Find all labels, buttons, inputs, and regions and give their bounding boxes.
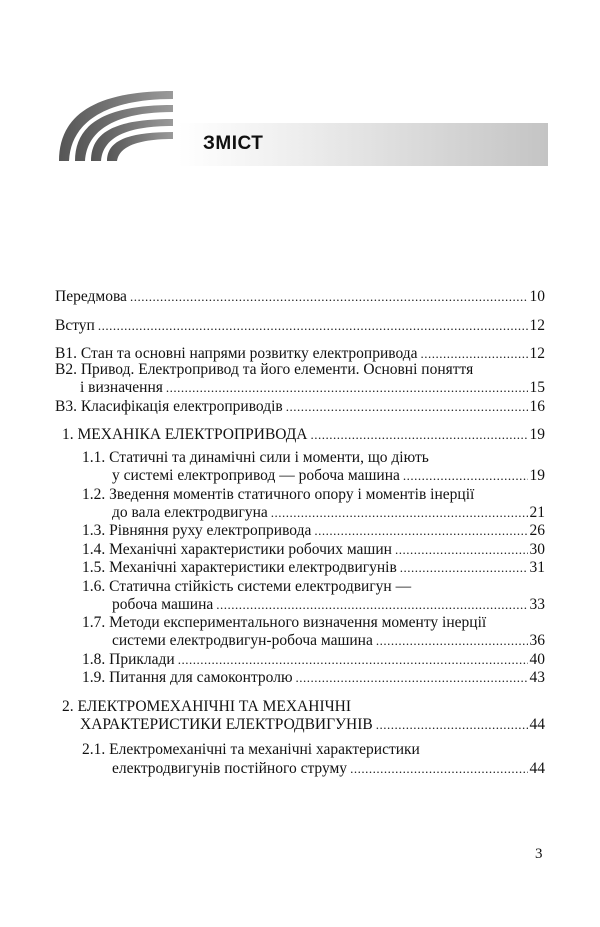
toc-entry-title: 1. МЕХАНІКА ЕЛЕКТРОПРИВОДА xyxy=(62,426,308,443)
toc-entry-title: робоча машина xyxy=(112,596,214,613)
toc-entry[interactable] xyxy=(55,317,545,335)
toc-entry-line: 1.2. Зведення моментів статичного опору і моментів інерції xyxy=(82,486,475,503)
toc-leader-dots xyxy=(178,651,528,669)
toc-entry-title: системи електродвигун-робоча машина xyxy=(112,632,373,649)
toc-entry-page: 26 xyxy=(529,522,545,539)
toc-leader-dots xyxy=(376,716,528,734)
toc-entry-title: 1.3. Рівняння руху електропривода xyxy=(82,522,312,539)
toc-leader-dots xyxy=(166,379,528,397)
toc-entry-title: В1. Стан та основні напрями розвитку електропривода xyxy=(55,345,418,362)
toc-entry-line: В2. Привод. Електропривод та його елементи. Основні поняття xyxy=(55,361,474,378)
toc-entry-title: 1.9. Питання для самоконтролю xyxy=(82,669,293,686)
toc-entry-page: 21 xyxy=(529,504,545,521)
toc-entry[interactable] xyxy=(112,504,545,522)
toc-entry[interactable] xyxy=(82,541,545,559)
toc-entry[interactable] xyxy=(82,651,545,669)
toc-leader-dots xyxy=(350,760,527,778)
toc-entry-page: 30 xyxy=(529,541,545,558)
toc-entry-page: 44 xyxy=(529,716,545,733)
toc-entry-page: 19 xyxy=(529,467,545,484)
toc-entry-title: Передмова xyxy=(55,288,127,305)
toc-entry-line: 1.1. Статичні та динамічні сили і моменти, що діють xyxy=(82,449,429,466)
toc-entry[interactable] xyxy=(80,379,545,397)
page-number: 3 xyxy=(535,846,543,862)
toc-leader-dots xyxy=(296,669,528,687)
toc-leader-dots xyxy=(286,398,528,416)
toc-entry-line: 1.6. Статична стійкість системи електродвигун — xyxy=(82,578,412,595)
toc-entry[interactable] xyxy=(112,596,545,614)
toc-entry-page: 33 xyxy=(529,596,545,613)
toc-entry-title: електродвигунів постійного струму xyxy=(112,760,348,777)
toc-entry[interactable] xyxy=(62,426,545,444)
toc-entry-title: до вала електродвигуна xyxy=(112,504,268,521)
toc-entry[interactable] xyxy=(55,288,545,306)
toc-entry-title: ХАРАКТЕРИСТИКИ ЕЛЕКТРОДВИГУНІВ xyxy=(80,716,373,733)
toc-leader-dots xyxy=(130,288,528,306)
toc-entry[interactable] xyxy=(112,467,545,485)
toc-leader-dots xyxy=(376,632,528,650)
toc-entry-page: 15 xyxy=(529,379,545,396)
toc-leader-dots xyxy=(311,426,528,444)
toc-entry-title: Вступ xyxy=(55,317,95,334)
toc-leader-dots xyxy=(403,467,528,485)
toc-leader-dots xyxy=(400,559,528,577)
toc-entry-page: 16 xyxy=(529,398,545,415)
toc-entry[interactable] xyxy=(55,398,545,416)
toc-entry[interactable] xyxy=(82,669,545,687)
toc-entry[interactable] xyxy=(112,632,545,650)
toc-entry-line: 2.1. Електромеханічні та механічні характеристики xyxy=(82,741,420,758)
toc-entry-page: 44 xyxy=(529,760,545,777)
toc-entry-title: 1.8. Приклади xyxy=(82,651,175,668)
toc-leader-dots xyxy=(98,317,528,335)
toc-entry-title: у системі електропривод — робоча машина xyxy=(112,467,400,484)
toc-entry-page: 12 xyxy=(529,317,545,334)
toc-entry[interactable] xyxy=(82,522,545,540)
toc-entry-title: В3. Класифікація електроприводів xyxy=(55,398,283,415)
toc-entry-line: 2. ЕЛЕКТРОМЕХАНІЧНІ ТА МЕХАНІЧНІ xyxy=(62,698,352,715)
toc-entry-title: і визначення xyxy=(80,379,163,396)
page-title: ЗМІСТ xyxy=(203,133,264,154)
toc-leader-dots xyxy=(271,504,528,522)
toc-entry-title: 1.4. Механічні характеристики робочих машин xyxy=(82,541,392,558)
toc-entry-page: 10 xyxy=(529,288,545,305)
toc-leader-dots xyxy=(314,522,527,540)
toc-entry[interactable] xyxy=(82,559,545,577)
toc-entry-page: 36 xyxy=(529,632,545,649)
toc-entry[interactable] xyxy=(112,760,545,778)
toc-entry-line: 1.7. Методи експериментального визначення моменту інерції xyxy=(82,614,487,631)
toc-entry-page: 43 xyxy=(529,669,545,686)
toc-entry-page: 31 xyxy=(529,559,545,576)
toc-entry-title: 1.5. Механічні характеристики електродвигунів xyxy=(82,559,397,576)
toc-leader-dots xyxy=(395,541,528,559)
toc-entry-page: 12 xyxy=(529,345,545,362)
toc-entry-page: 19 xyxy=(529,426,545,443)
toc-entry-page: 40 xyxy=(529,651,545,668)
toc-entry[interactable] xyxy=(80,716,545,734)
toc-leader-dots xyxy=(216,596,527,614)
